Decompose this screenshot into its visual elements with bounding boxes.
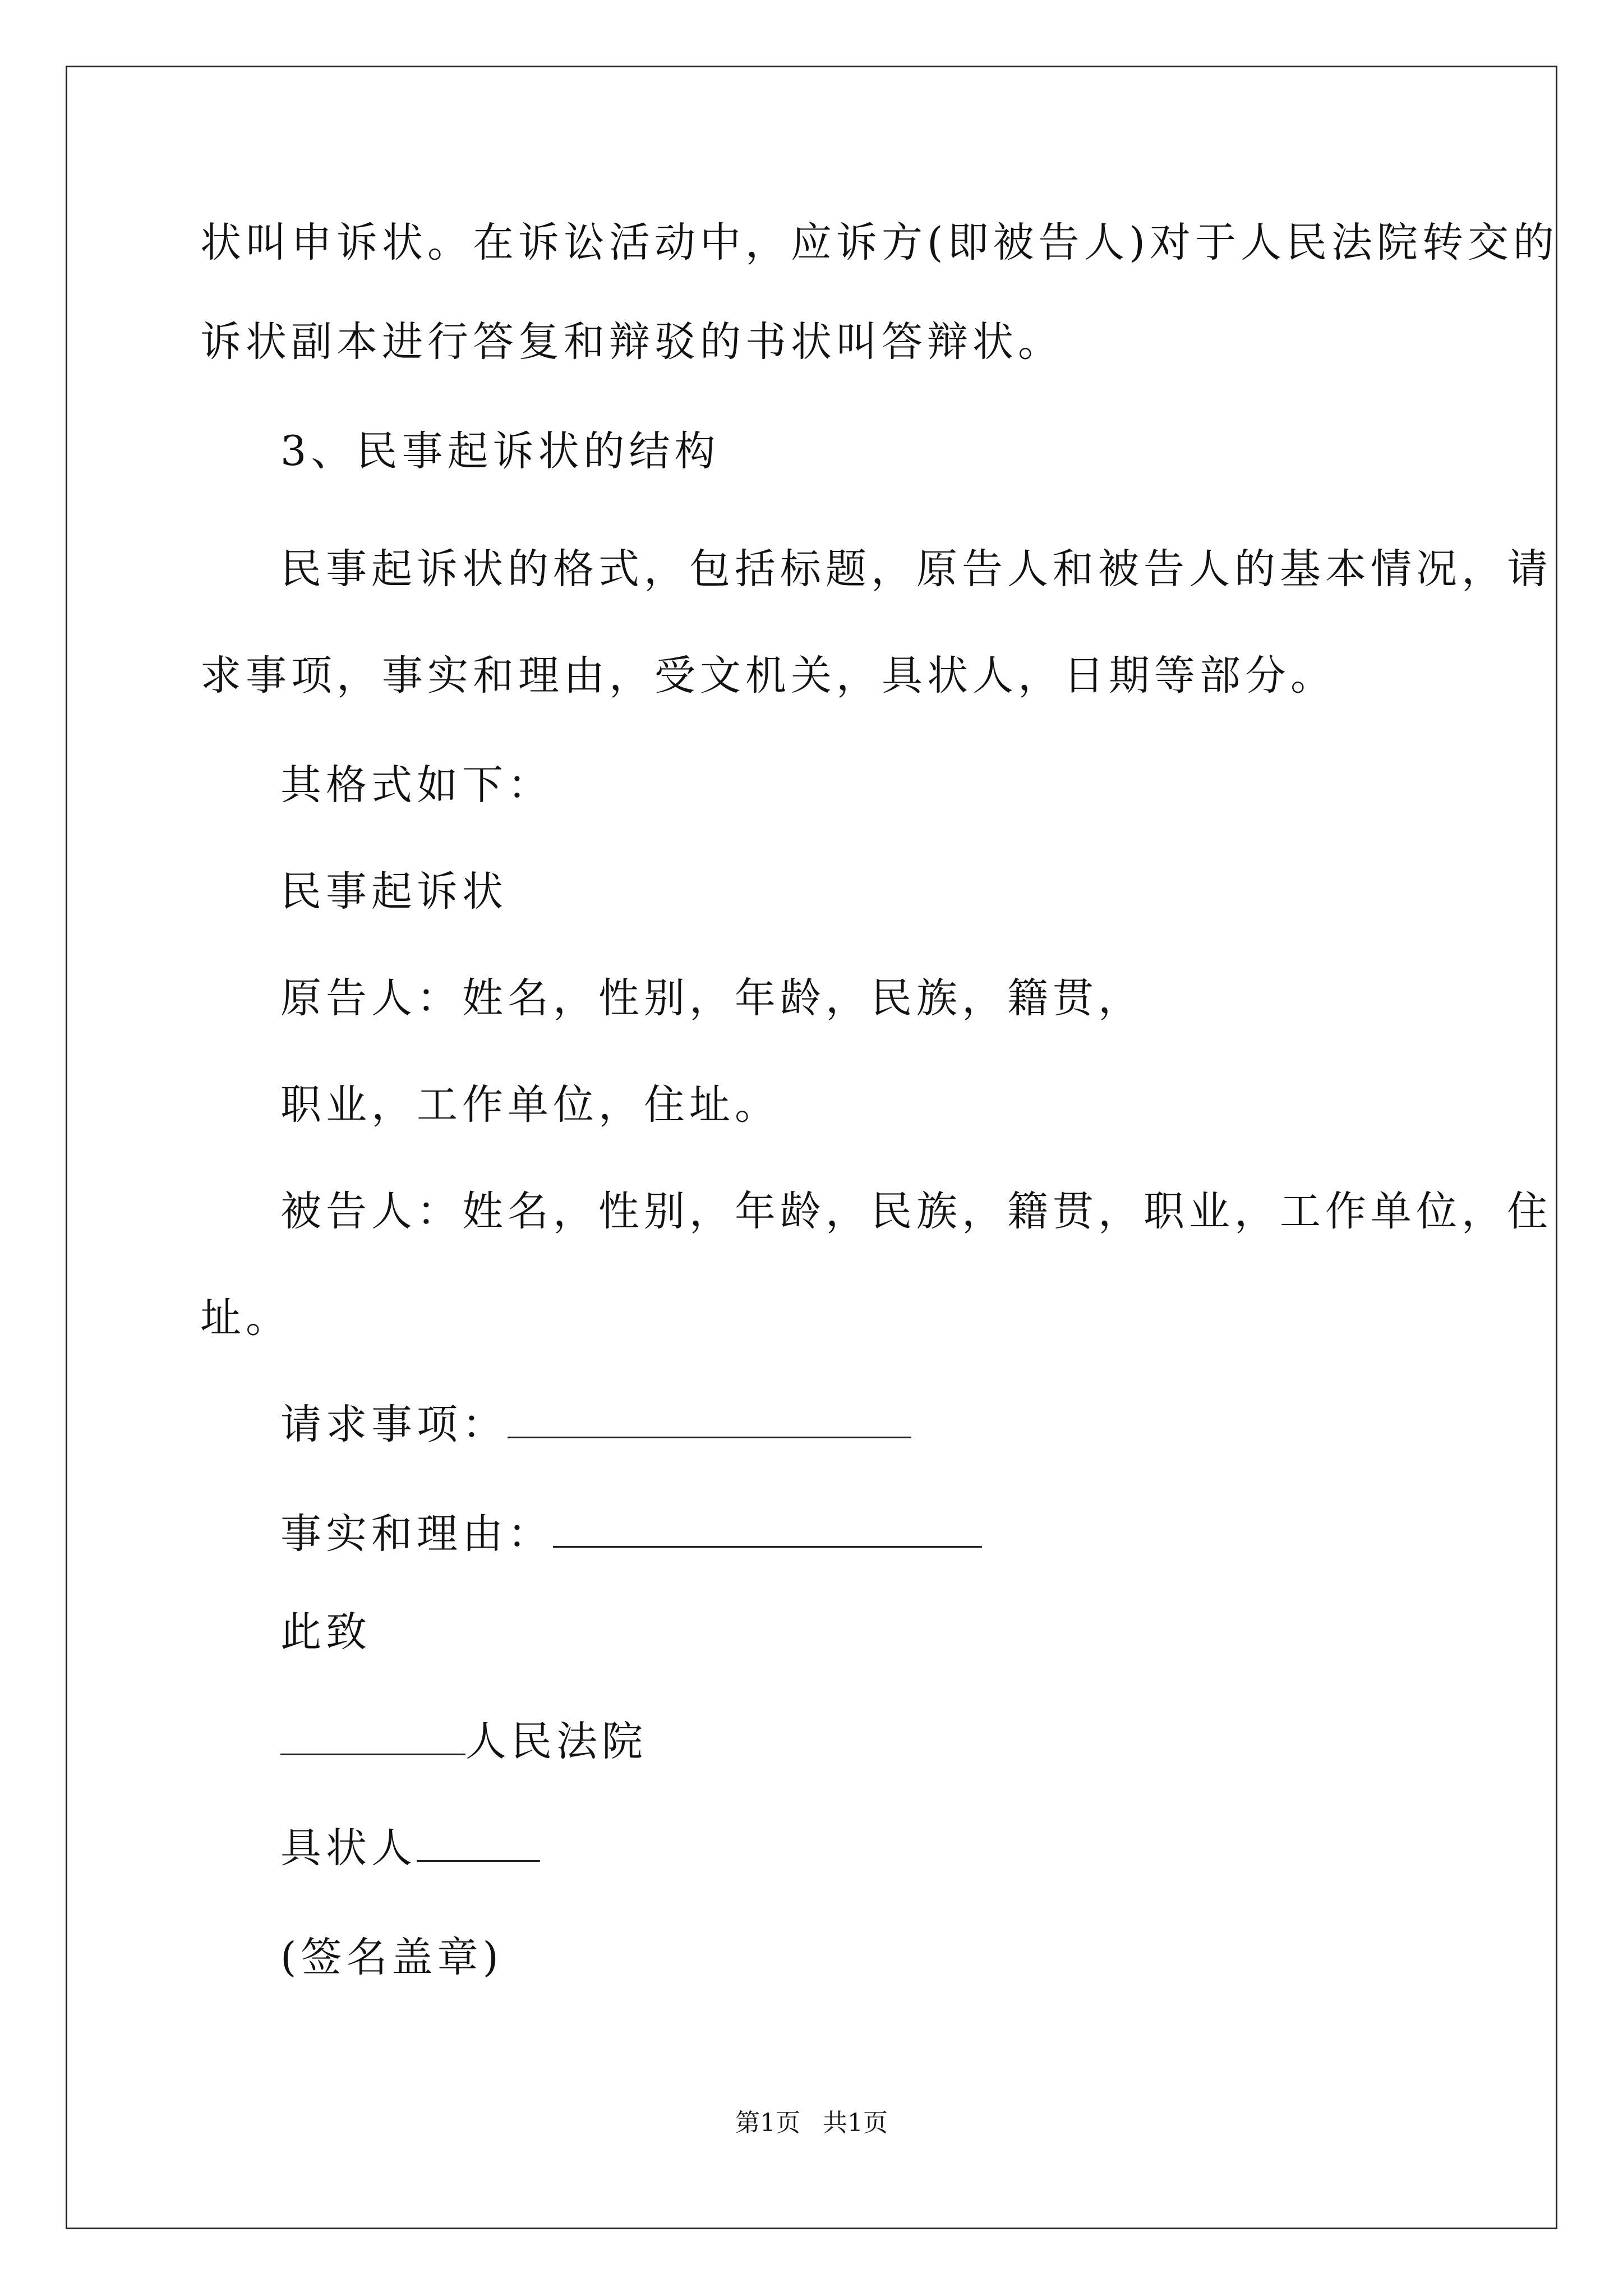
defendant-line-1: 被告人：姓名，性别，年龄，民族，籍贯，职业，工作单位，住 — [280, 1188, 1552, 1235]
page-total: 共1页 — [823, 2109, 888, 2137]
requests-label: 请求事项： — [280, 1401, 508, 1448]
facts-blank — [553, 1512, 982, 1548]
defendant-line-2: 址。 — [200, 1294, 291, 1342]
form-title: 民事起诉状 — [280, 868, 508, 915]
facts-line — [280, 1509, 982, 1559]
paragraph-line-4: 求事项，事实和理由，受文机关，具状人，日期等部分。 — [200, 652, 1336, 700]
signer-blank — [417, 1826, 540, 1862]
page-number: 第1页 — [735, 2109, 800, 2137]
signer-label: 具状人 — [280, 1824, 417, 1872]
format-intro: 其格式如下： — [280, 761, 553, 809]
seal-note: (签名盖章) — [280, 1934, 503, 1981]
page-footer — [0, 2106, 1623, 2140]
section-heading: 3、民事起诉状的结构 — [280, 427, 720, 475]
plaintiff-line-2: 职业，工作单位，住址。 — [280, 1081, 780, 1129]
page-border — [66, 66, 1557, 2229]
salutation: 此致 — [280, 1608, 371, 1656]
requests-line — [280, 1400, 911, 1450]
signer-line — [280, 1823, 540, 1874]
facts-label: 事实和理由： — [280, 1510, 553, 1558]
paragraph-line-3: 民事起诉状的格式，包括标题，原告人和被告人的基本情况，请 — [280, 545, 1552, 593]
court-blank — [280, 1720, 465, 1755]
court-line — [280, 1717, 647, 1767]
paragraph-line-2: 诉状副本进行答复和辩驳的书状叫答辩状。 — [200, 318, 1063, 366]
paragraph-line-1: 状叫申诉状。在诉讼活动中，应诉方(即被告人)对于人民法院转交的 — [200, 219, 1559, 266]
requests-blank — [508, 1403, 911, 1438]
plaintiff-line-1: 原告人：姓名，性别，年龄，民族，籍贯， — [280, 974, 1144, 1022]
court-suffix: 人民法院 — [465, 1718, 647, 1765]
